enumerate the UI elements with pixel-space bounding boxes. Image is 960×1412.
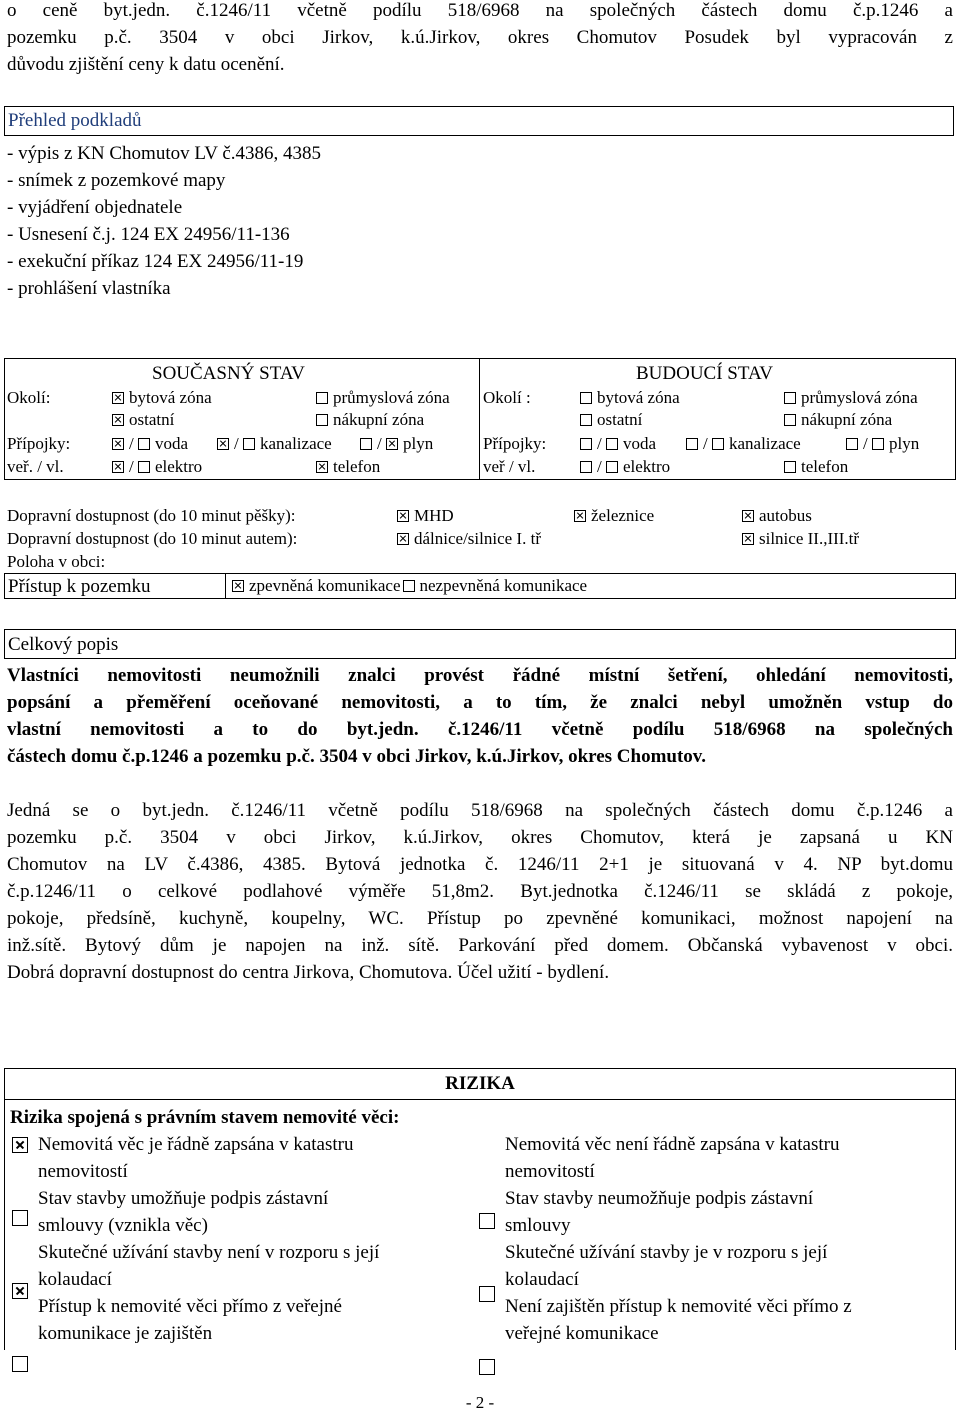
popis-bold-line: částech domu č.p.1246 a pozemku p.č. 3504 v obci Jirkov, k.ú.Jirkov, okres Chomutov. <box>7 746 707 767</box>
opt-label: kanalizace <box>728 434 801 453</box>
popis-line: pokoje, předsíně, kuchyně, koupelny, WC. Přístup po zpevněné komunikaci, možnost napojení na <box>7 908 953 929</box>
opt-plyn <box>846 433 919 455</box>
opt-kanalizace <box>217 433 332 455</box>
opt-label: voda <box>154 434 189 453</box>
opt-silnice <box>742 528 859 550</box>
opt-nakupni <box>316 409 424 431</box>
checkbox-empty-icon <box>784 414 796 426</box>
poloha-label: Poloha v obci: <box>7 552 106 571</box>
opt-label: MHD <box>414 506 454 525</box>
opt-label: telefon <box>333 457 381 476</box>
checkbox-checked-icon <box>397 533 409 545</box>
checkbox-checked-icon <box>12 1137 28 1153</box>
checkbox-empty-icon <box>580 414 592 426</box>
risk-text: Přístup k nemovité věci přímo z veřejné <box>38 1296 342 1317</box>
checkbox-empty-icon <box>606 438 618 450</box>
doprava-autem-label: Dopravní dostupnost (do 10 minut autem): <box>7 529 298 548</box>
opt-label: zpevněná komunikace <box>249 576 401 595</box>
checkbox-checked-icon <box>12 1283 28 1299</box>
podklady-item: - výpis z KN Chomutov LV č.4386, 4385 <box>7 143 322 164</box>
podklady-item: - vyjádření objednatele <box>7 197 183 218</box>
stav-divider <box>479 358 480 480</box>
intro-line: pozemku p.č. 3504 v obci Jirkov, k.ú.Jirkov, okres Chomutov Posudek byl vypracován z <box>7 27 953 48</box>
opt-elektro <box>580 456 670 478</box>
risk-text: Stav stavby neumožňuje podpis zástavní <box>505 1188 814 1209</box>
opt-autobus <box>742 505 812 527</box>
intro-line: o ceně byt.jedn. č.1246/11 včetně podílu 518/6968 na společných částech domu č.p.1246 a <box>7 0 953 21</box>
checkbox-empty-icon <box>580 392 592 404</box>
opt-label: kanalizace <box>259 434 332 453</box>
checkbox-checked-icon <box>217 438 229 450</box>
popis-bold-line: popsání a přeměření oceňované nemovitosti, a to tím, že znalci nebyl umožněn vstup do <box>7 692 953 713</box>
checkbox-empty-icon <box>580 461 592 473</box>
risk-text: veřejné komunikace <box>505 1323 659 1344</box>
slash: / <box>129 434 134 453</box>
opt-label: železnice <box>591 506 655 525</box>
checkbox-checked-icon <box>112 414 124 426</box>
opt-label: bytová zóna <box>597 388 680 407</box>
checkbox-empty-icon <box>360 438 372 450</box>
opt-label: ostatní <box>129 410 175 429</box>
rizika-right-border <box>955 1100 956 1350</box>
rizika-heading: RIZIKA <box>445 1073 515 1094</box>
opt-telefon <box>316 456 380 478</box>
checkbox-empty-icon <box>784 461 796 473</box>
opt-label: telefon <box>801 457 849 476</box>
okoli-label: Okolí: <box>7 388 51 407</box>
checkbox-checked-icon <box>112 392 124 404</box>
opt-label: silnice II.,III.tř <box>759 529 860 548</box>
checkbox-empty-icon <box>479 1359 495 1375</box>
slash: / <box>863 434 868 453</box>
opt-mhd <box>397 505 454 527</box>
podklady-heading: Přehled podkladů <box>8 110 142 131</box>
checkbox-empty-icon <box>403 580 415 592</box>
popis-line: Jedná se o byt.jedn. č.1246/11 včetně podílu 518/6968 na společných částech domu č.p.1246 a <box>7 800 953 821</box>
opt-label: nezpevněná komunikace <box>419 576 588 595</box>
checkbox-empty-icon <box>12 1210 28 1226</box>
soucasny-heading: SOUČASNÝ STAV <box>152 363 305 384</box>
opt-zeleznice <box>574 505 654 527</box>
podklady-item: - exekuční příkaz 124 EX 24956/11-19 <box>7 251 304 272</box>
checkbox-checked-icon <box>112 461 124 473</box>
opt-label: bytová zóna <box>129 388 212 407</box>
slash: / <box>377 434 382 453</box>
opt-nakupni <box>784 409 892 431</box>
risk-text: Nemovitá věc je řádně zapsána v katastru <box>38 1134 354 1155</box>
checkbox-empty-icon <box>784 392 796 404</box>
opt-label: nákupní zóna <box>801 410 893 429</box>
checkbox-empty-icon <box>316 414 328 426</box>
popis-heading: Celkový popis <box>8 634 119 655</box>
checkbox-checked-icon <box>316 461 328 473</box>
popis-line: č.p.1246/11 o celkové podlahové výměře 51,8m2. Byt.jednotka č.1246/11 se skládá z pokoje, <box>7 881 953 902</box>
opt-voda <box>112 433 188 455</box>
ver-label: veř / vl. <box>483 457 536 476</box>
risk-text: Stav stavby umožňuje podpis zástavní <box>38 1188 329 1209</box>
opt-elektro <box>112 456 202 478</box>
opt-label: plyn <box>402 434 434 453</box>
doprava-pesky-label: Dopravní dostupnost (do 10 minut pěšky): <box>7 506 296 525</box>
slash: / <box>597 457 602 476</box>
opt-label: autobus <box>759 506 812 525</box>
opt-label: elektro <box>154 457 203 476</box>
intro-line: důvodu zjištění ceny k datu ocenění. <box>7 54 285 75</box>
checkbox-empty-icon <box>138 461 150 473</box>
opt-label: elektro <box>622 457 671 476</box>
popis-bold-line: Vlastníci nemovitosti neumožnili znalci provést řádné místní šetření, ohledání nemovitosti, <box>7 665 953 686</box>
opt-bytova <box>580 387 680 409</box>
risk-text: smlouvy <box>505 1215 571 1236</box>
opt-ostatni <box>580 409 642 431</box>
checkbox-checked-icon <box>112 438 124 450</box>
slash: / <box>234 434 239 453</box>
checkbox-checked-icon <box>386 438 398 450</box>
opt-voda <box>580 433 656 455</box>
slash: / <box>703 434 708 453</box>
pripojky-label: Přípojky: <box>483 434 547 453</box>
risk-text: Nemovitá věc není řádně zapsána v katastru <box>505 1134 840 1155</box>
okoli-label: Okolí : <box>483 388 531 407</box>
risk-text: smlouvy (vznikla věc) <box>38 1215 208 1236</box>
risk-text: komunikace je zajištěn <box>38 1323 213 1344</box>
checkbox-empty-icon <box>138 438 150 450</box>
checkbox-empty-icon <box>872 438 884 450</box>
podklady-item: - prohlášení vlastníka <box>7 278 171 299</box>
opt-kanalizace <box>686 433 801 455</box>
risk-text: nemovitostí <box>38 1161 128 1182</box>
checkbox-checked-icon <box>742 533 754 545</box>
opt-label: průmyslová zóna <box>801 388 918 407</box>
popis-bold-line: vlastní nemovitosti a to do byt.jedn. č.1246/11 včetně podílu 518/6968 na společných <box>7 719 953 740</box>
opt-label: ostatní <box>597 410 643 429</box>
checkbox-empty-icon <box>243 438 255 450</box>
risk-text: Skutečné užívání stavby je v rozporu s její <box>505 1242 828 1263</box>
checkbox-checked-icon <box>397 510 409 522</box>
checkbox-empty-icon <box>479 1213 495 1229</box>
risk-text: kolaudací <box>38 1269 112 1290</box>
podklady-item: - Usnesení č.j. 124 EX 24956/11-136 <box>7 224 290 245</box>
popis-line: inž.sítě. Bytový dům je napojen na inž. sítě. Parkování před domem. Občanská vybavenost v obci. <box>7 935 953 956</box>
opt-prumyslova <box>784 387 918 409</box>
popis-line: pozemku p.č. 3504 v obci Jirkov, k.ú.Jirkov, okres Chomutov, která je zapsaná u KN <box>7 827 953 848</box>
risk-text: Skutečné užívání stavby není v rozporu s její <box>38 1242 380 1263</box>
popis-line: Dobrá dopravní dostupnost do centra Jirkova, Chomutova. Účel užití - bydlení. <box>7 962 610 983</box>
checkbox-empty-icon <box>712 438 724 450</box>
page-number: - 2 - <box>465 1393 495 1412</box>
pripojky-label: Přípojky: <box>7 434 71 453</box>
opt-label: plyn <box>888 434 920 453</box>
opt-plyn <box>360 433 433 455</box>
opt-label: dálnice/silnice I. tř <box>414 529 541 548</box>
slash: / <box>597 434 602 453</box>
checkbox-empty-icon <box>686 438 698 450</box>
checkbox-empty-icon <box>580 438 592 450</box>
checkbox-empty-icon <box>12 1356 28 1372</box>
opt-label: voda <box>622 434 657 453</box>
popis-frame <box>4 629 956 659</box>
opt-label: průmyslová zóna <box>333 388 450 407</box>
opt-dalnice <box>397 528 541 550</box>
ver-label: veř. / vl. <box>7 457 64 476</box>
opt-bytova <box>112 387 212 409</box>
podklady-item: - snímek z pozemkové mapy <box>7 170 226 191</box>
checkbox-empty-icon <box>846 438 858 450</box>
opt-label: nákupní zóna <box>333 410 425 429</box>
risk-text: nemovitostí <box>505 1161 595 1182</box>
risk-text: Není zajištěn přístup k nemovité věci přímo z <box>505 1296 852 1317</box>
popis-line: Chomutov na LV č.4386, 4385. Bytová jednotka č. 1246/11 2+1 je situovaná v 4. NP byt.domu <box>7 854 953 875</box>
opt-ostatni <box>112 409 174 431</box>
rizika-subheading: Rizika spojená s právním stavem nemovité věci: <box>10 1107 400 1128</box>
checkbox-empty-icon <box>606 461 618 473</box>
risk-text: kolaudací <box>505 1269 579 1290</box>
checkbox-checked-icon <box>574 510 586 522</box>
opt-prumyslova <box>316 387 450 409</box>
podklady-frame <box>4 106 954 136</box>
opt-telefon <box>784 456 848 478</box>
slash: / <box>129 457 134 476</box>
pristup-divider <box>225 573 226 599</box>
budouci-heading: BUDOUCÍ STAV <box>636 363 773 384</box>
rizika-left-border <box>4 1100 5 1350</box>
checkbox-empty-icon <box>316 392 328 404</box>
checkbox-checked-icon <box>232 580 244 592</box>
checkbox-empty-icon <box>479 1286 495 1302</box>
opt-zpevnena <box>232 575 587 597</box>
checkbox-checked-icon <box>742 510 754 522</box>
pristup-label: Přístup k pozemku <box>8 576 151 597</box>
